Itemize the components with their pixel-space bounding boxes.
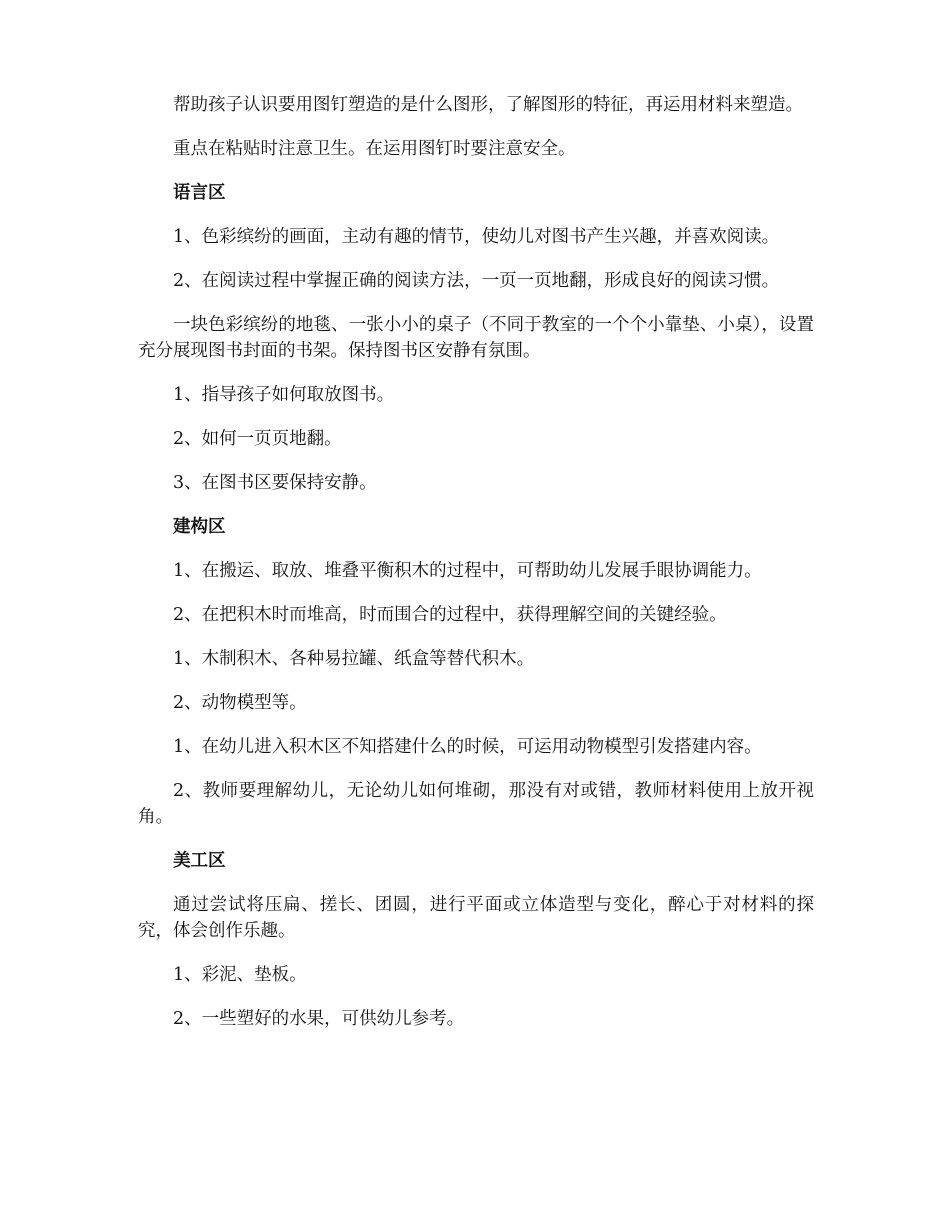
paragraph: 3、在图书区要保持安静。: [173, 473, 377, 493]
paragraph: 1、色彩缤纷的画面，主动有趣的情节，使幼儿对图书产生兴趣，并喜欢阅读。: [173, 227, 780, 247]
paragraph: 一块色彩缤纷的地毯、一张小小的桌子（不同于教室的一个个小靠垫、小桌），设置充分展现图书封面的书架。保持图书区安静有氛围。: [138, 315, 814, 361]
paragraph: 1、在搬运、取放、堆叠平衡积木的过程中，可帮助幼儿发展手眼协调能力。: [173, 561, 762, 581]
paragraph: 1、指导孩子如何取放图书。: [173, 385, 395, 405]
paragraph: 1、彩泥、垫板。: [173, 965, 307, 985]
paragraph: 2、动物模型等。: [173, 693, 307, 713]
paragraph: 重点在粘贴时注意卫生。在运用图钉时要注意安全。: [173, 139, 576, 159]
paragraph: 2、一些塑好的水果，可供幼儿参考。: [173, 1009, 465, 1029]
paragraph: 通过尝试将压扁、搓长、团圆，进行平面或立体造型与变化，醉心于对材料的探究，体会创作乐趣。: [138, 895, 814, 941]
paragraph: 2、如何一页页地翻。: [173, 429, 342, 449]
paragraph: 帮助孩子认识要用图钉塑造的是什么图形，了解图形的特征，再运用材料来塑造。: [173, 95, 803, 115]
paragraph: 2、教师要理解幼儿，无论幼儿如何堆砌，那没有对或错，教师材料使用上放开视角。: [138, 781, 814, 827]
document-page: [138, 92, 814, 1050]
section-heading-construction: 建构区: [173, 517, 226, 537]
section-heading-art: 美工区: [173, 851, 226, 871]
paragraph: 1、在幼儿进入积木区不知搭建什么的时候，可运用动物模型引发搭建内容。: [173, 737, 762, 757]
paragraph: 1、木制积木、各种易拉罐、纸盒等替代积木。: [173, 649, 535, 669]
paragraph: 2、在把积木时而堆高，时而围合的过程中，获得理解空间的关键经验。: [173, 605, 727, 625]
section-heading-language: 语言区: [173, 183, 226, 203]
paragraph: 2、在阅读过程中掌握正确的阅读方法，一页一页地翻，形成良好的阅读习惯。: [173, 271, 780, 291]
